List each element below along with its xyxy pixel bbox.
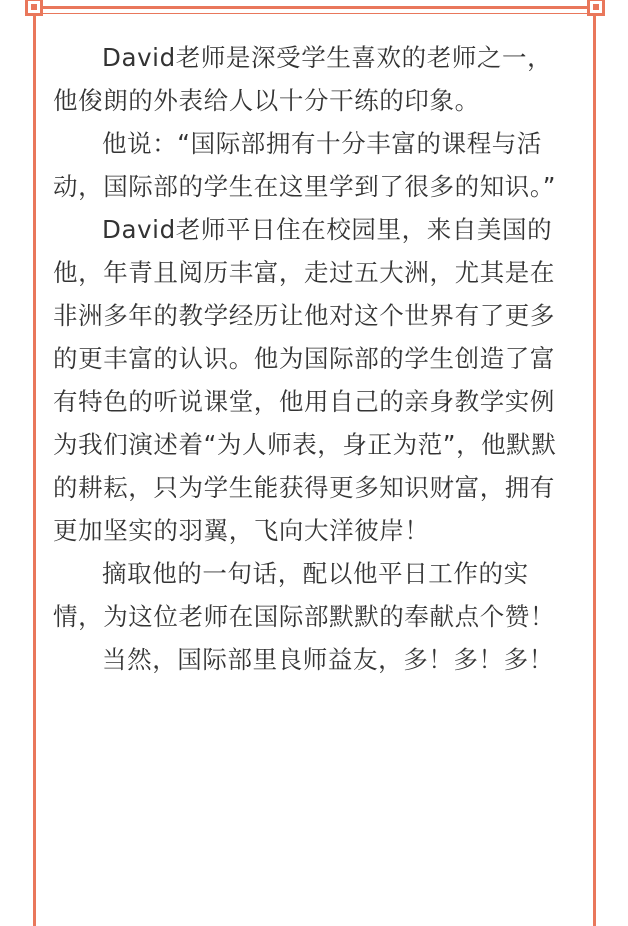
paragraph-background: David老师平日住在校园里，来自美国的他，年青且阅历丰富，走过五大洲，尤其是在非洲多年的教学经历让他对这个世界有了更多的更丰富的认识。他为国际部的学生创造了富有特色的听说课堂，他用自己的亲身教学实例为我们演述着“为人师表，身正为范”，他默默的耕耘，只为学生能获得更多知识财富，拥有更加坚实的羽翼，飞向大洋彼岸！ bbox=[53, 215, 557, 545]
paragraph-praise: 摘取他的一句话，配以他平日工作的实情，为这位老师在国际部默默的奉献点个赞！ bbox=[53, 559, 555, 631]
frame-corner-ornament-right bbox=[587, 0, 605, 16]
paragraph-closing: 当然，国际部里良师益友，多！多！多！ bbox=[102, 645, 554, 674]
article-body bbox=[53, 36, 575, 681]
frame-top-inner-line bbox=[40, 13, 588, 14]
frame-corner-ornament-left bbox=[25, 0, 43, 16]
paragraph-intro: David老师是深受学生喜欢的老师之一，他俊朗的外表给人以十分干练的印象。 bbox=[53, 43, 553, 115]
paragraph-quote: 他说：“国际部拥有十分丰富的课程与活动，国际部的学生在这里学到了很多的知识。” bbox=[53, 129, 557, 201]
